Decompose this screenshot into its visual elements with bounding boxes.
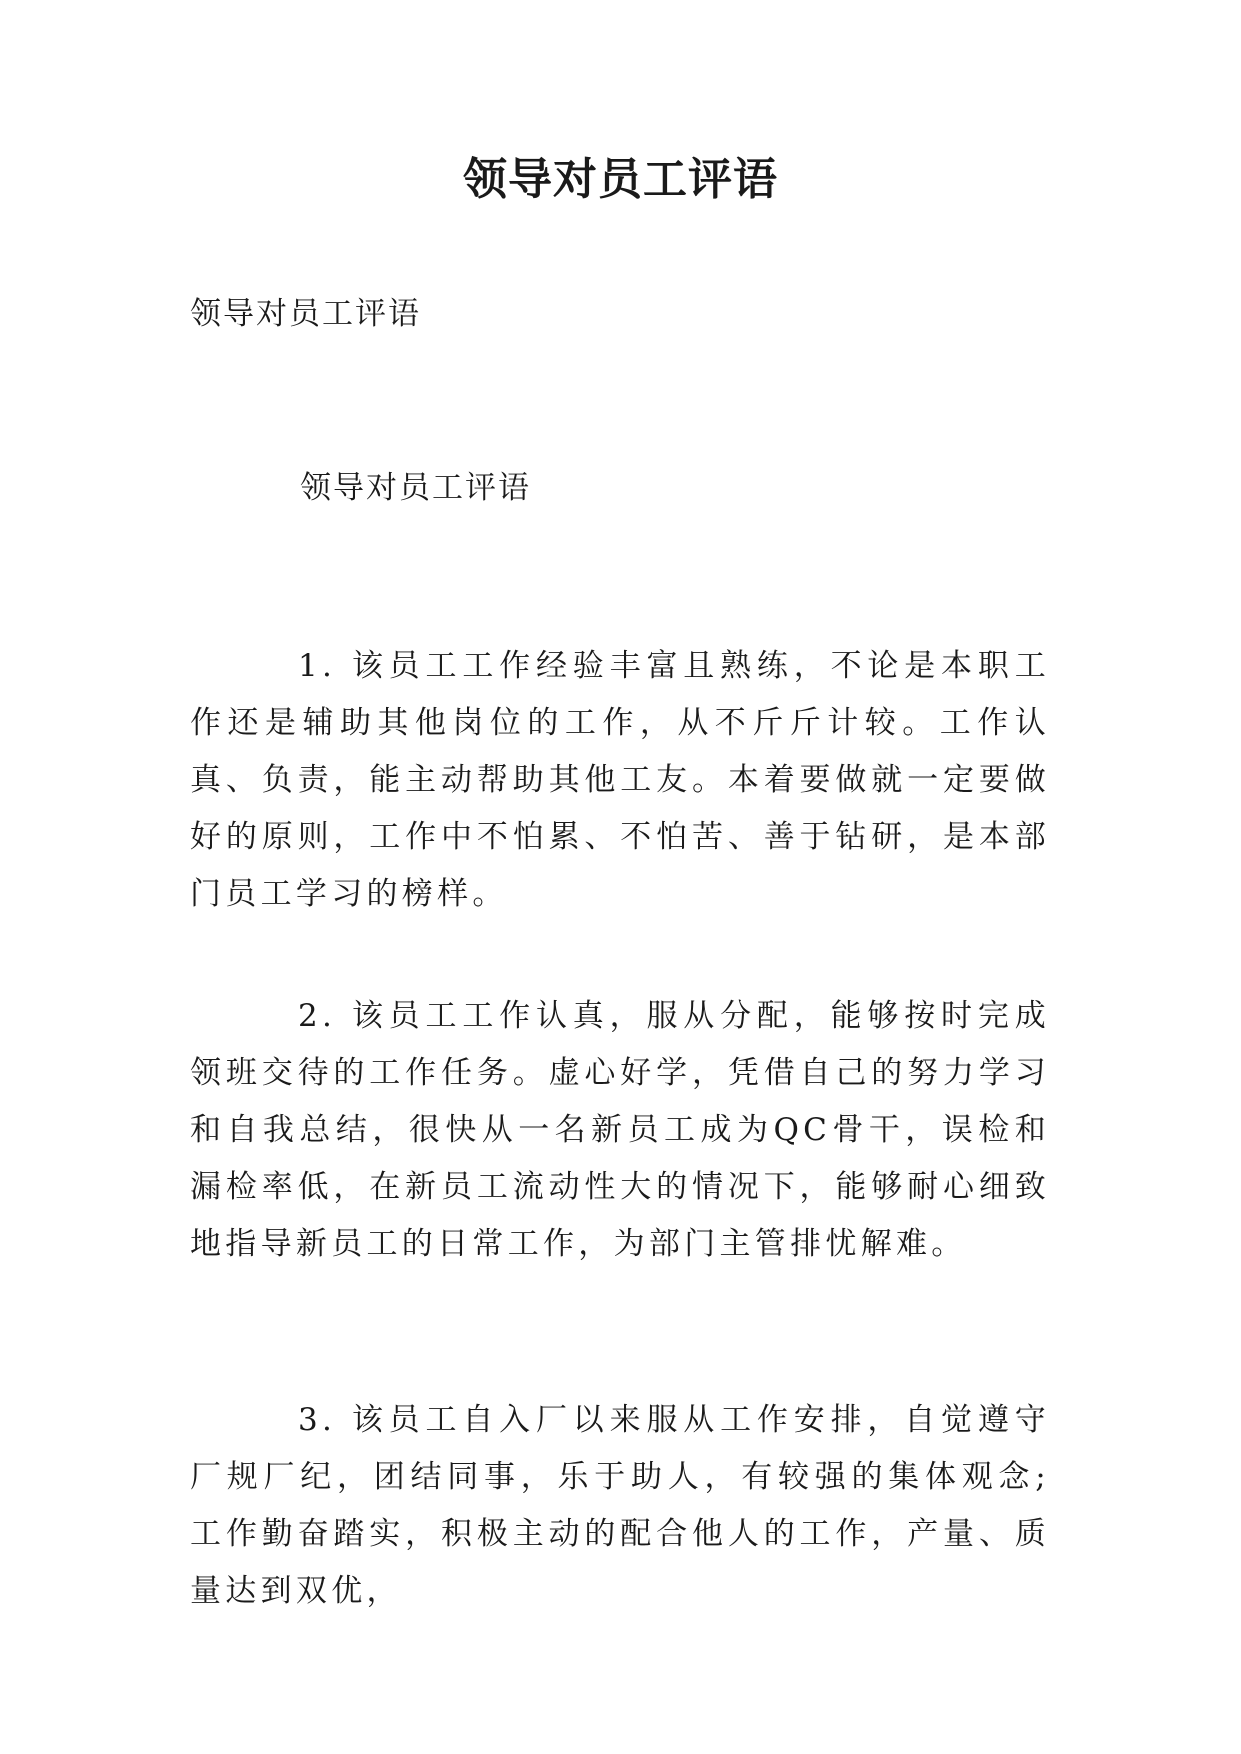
paragraph-2: 2. 该员工工作认真，服从分配，能够按时完成领班交待的工作任务。虚心好学，凭借自己的努力学习和自我总结，很快从一名新员工成为QC骨干，误检和漏检率低，在新员工流动性大的情况下，能够耐心细致地指导新员工的日常工作，为部门主管排忧解难。 <box>190 998 1050 1262</box>
document-subtitle: 领导对员工评语 <box>190 296 421 332</box>
paragraph-1: 1. 该员工工作经验丰富且熟练，不论是本职工作还是辅助其他岗位的工作，从不斤斤计较。工作认真、负责，能主动帮助其他工友。本着要做就一定要做好的原则，工作中不怕累、不怕苦、善于钻研，是本部门员工学习的榜样。 <box>190 648 1050 912</box>
document-title: 领导对员工评语 <box>463 154 778 205</box>
paragraph-3: 3. 该员工自入厂以来服从工作安排，自觉遵守厂规厂纪，团结同事，乐于助人，有较强的集体观念;工作勤奋踏实，积极主动的配合他人的工作，产量、质量达到双优， <box>190 1402 1050 1609</box>
section-heading: 领导对员工评语 <box>300 470 531 506</box>
